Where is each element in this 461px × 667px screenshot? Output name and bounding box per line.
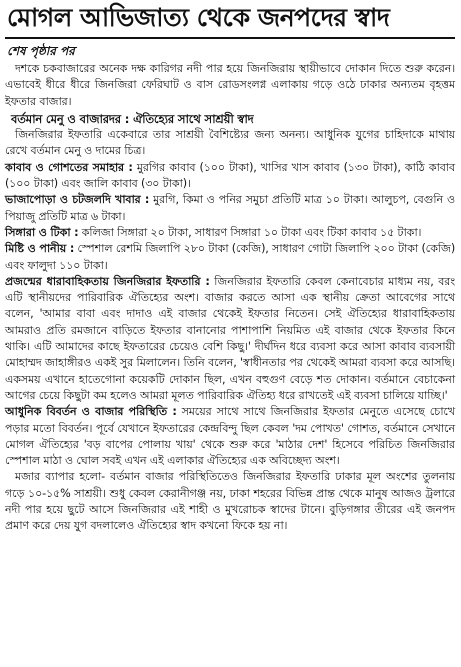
section-heading-evolution: আধুনিক বিবর্তন ও বাজার পরিস্থিতি : xyxy=(5,405,177,419)
menu-item-kabab-heading: কাবাব ও গোশতের সমাহার : xyxy=(5,160,133,174)
menu-item-fried-text: মুরগি, কিমা ও পনির সমুচা প্রতিটি মাত্র ১০ টাকা। আলুচপ, বেগুনি ও পিয়াজু প্রতিটি মাত্র ৬ টাকা। xyxy=(5,193,456,223)
headline-divider xyxy=(5,37,455,39)
tradition-paragraph xyxy=(5,274,455,404)
menu-item-sweets xyxy=(5,241,455,274)
continued-from-label: শেষ পৃষ্ঠার পর xyxy=(7,44,75,58)
menu-item-sweets-heading: মিষ্টি ও পানীয় : xyxy=(5,242,75,256)
menu-item-kabab-text: মুরগির কাবাব (১০০ টাকা), খাসির খাস কাবাব (১৩০ টাকা), কাঠি কাবাব (১০০ টাকা) এবং জালি কাবাব (৩০ টাকা)। xyxy=(5,160,455,191)
intro-paragraph: দশকে চকবাজারের অনেক দক্ষ কারিগর নদী পার হয়ে জিনজিরায় স্থায়ীভাবে দোকান দিতে শুরু করেন। এভাবেই ধীরে ধীরে জিনজিরা ফেরিঘাট ও বাস রোডসংলগ্ন এলাকায় গড়ে ওঠে ঢাকার অন্যতম বৃহত্তম ইফতার বাজার। xyxy=(5,62,455,108)
current-menu-paragraph: জিনজিরার ইফতারি একেবারে তার সাশ্রয়ী বৈশিষ্ট্যের জন্য অনন্য। আধুনিক যুগের চাহিদাকে মাথায় রেখে বর্তমান মেনু ও দামের চিত্র। xyxy=(5,128,455,158)
menu-item-fried xyxy=(5,192,455,225)
tradition-text: জিনজিরার ইফতারি কেবল কেনাবেচার মাধ্যম নয়, বরং এটি স্থানীয়দের পারিবারিক ঐতিহ্যের অংশ। বাজার করতে আসা এক স্থানীয় ক্রেতা আবেগের সাথে বলেন, 'আমার বাবা এবং দাদাও এই বাজার থেকেই ইফতার নিতেন। সেই ঐতিহ্যের ধারাবাহিকতায় আমরাও প্রতি রমজানে বাড়িতে ইফতার বানানোর পাশাপাশি নিয়মিত এই বাজার থেকে ইফতার কিনে থাকি। এটি আমাদের কাছে ইফতারের চেয়েও বেশি কিছু।' দীর্ঘদিন ধরে ব্যবসা করে আসা কাবাব ব্যবসায়ী মোহাম্মদ জাহাঙ্গীরও একই সুর মিলালেন। তিনি বলেন, 'স্বাধীনতার পর থেকেই আমরা ব্যবসা করে আসছি। একসময় এখানে হাতেগোনা কয়েকটি দোকান ছিল, এখন বহুগুণ বেড়ে শত দোকান। বর্তমানে বেচাকেনা আগের চেয়ে কিছুটা কম হলেও আমরা মূলত পারিবারিক ঐতিহ্য ধরে রাখতেই এই ব্যবসা চালিয়ে যাচ্ছি।' xyxy=(5,274,455,402)
section-heading-tradition: প্রজন্মের ধারাবাহিকতায় জিনজিরার ইফতারি : xyxy=(5,274,210,288)
evolution-text: সময়ের সাথে সাথে জিনজিরার ইফতার মেনুতে এসেছে চোখে পড়ার মতো বিবর্তন। পূর্বে যেখানে ইফতারের কেন্দ্রবিন্দু ছিল কেবল 'দম পোখত' গোশত, বর্তমানে সেখানে মোগল ঐতিহ্যের 'বড় বাপের পোলায় খায়' থেকে শুরু করে 'মাঠার দেশ' হিসেবে পরিচিত জিনজিরার স্পেশাল মাঠা ও ঘোল সবই এখন এই এলাকার ঐতিহ্যের এক অবিচ্ছেদ্য অংশ। xyxy=(5,405,456,468)
article-body xyxy=(5,61,455,535)
evolution-paragraph xyxy=(5,404,455,469)
menu-item-fried-heading: ভাজাপোড়া ও চটজলদি খাবার : xyxy=(5,193,150,207)
menu-item-singara-heading: সিঙ্গারা ও টিকা : xyxy=(5,225,79,239)
section-heading-current-menu: বর্তমান মেনু ও বাজারদর : ঐতিহ্যের সাথে সাশ্রয়ী স্বাদ xyxy=(11,111,254,126)
menu-item-singara xyxy=(5,225,455,241)
article-headline: মোগল আভিজাত্য থেকে জনপদের স্বাদ xyxy=(7,3,390,32)
menu-item-kabab xyxy=(5,160,455,193)
menu-item-sweets-text: স্পেশাল রেশমি জিলাপি ২৮০ টাকা (কেজি), সাধারণ গোটা জিলাপি ২০০ টাকা (কেজি) এবং ফালুদা ১১০ টাকা। xyxy=(5,242,455,272)
closing-paragraph: মজার ব্যাপার হলো- বর্তমান বাজার পরিস্থিতিতেও জিনজিরার ইফতারি ঢাকার মূল অংশের তুলনায় গড়ে ১০-১৫% সাশ্রয়ী। শুধু কেবল কেরানীগঞ্জ নয়, ঢাকা শহরের বিভিন্ন প্রান্ত থেকে মানুষ আজও ট্রলারে নদী পার হয়ে ছুটে আসে জিনজিরার এই শাহী ও মুখরোচক স্বাদের টানে। বুড়িগঙ্গার তীরের এই জনপদ প্রমাণ করে দেয় যুগ বদলালেও ঐতিহ্যের স্বাদ কখনো ফিকে হয় না। xyxy=(5,470,455,533)
menu-item-singara-text: কলিজা সিঙ্গারা ২০ টাকা, সাধারণ সিঙ্গারা ১০ টাকা এবং টিকা কাবাব ১৫ টাকা। xyxy=(78,225,422,239)
